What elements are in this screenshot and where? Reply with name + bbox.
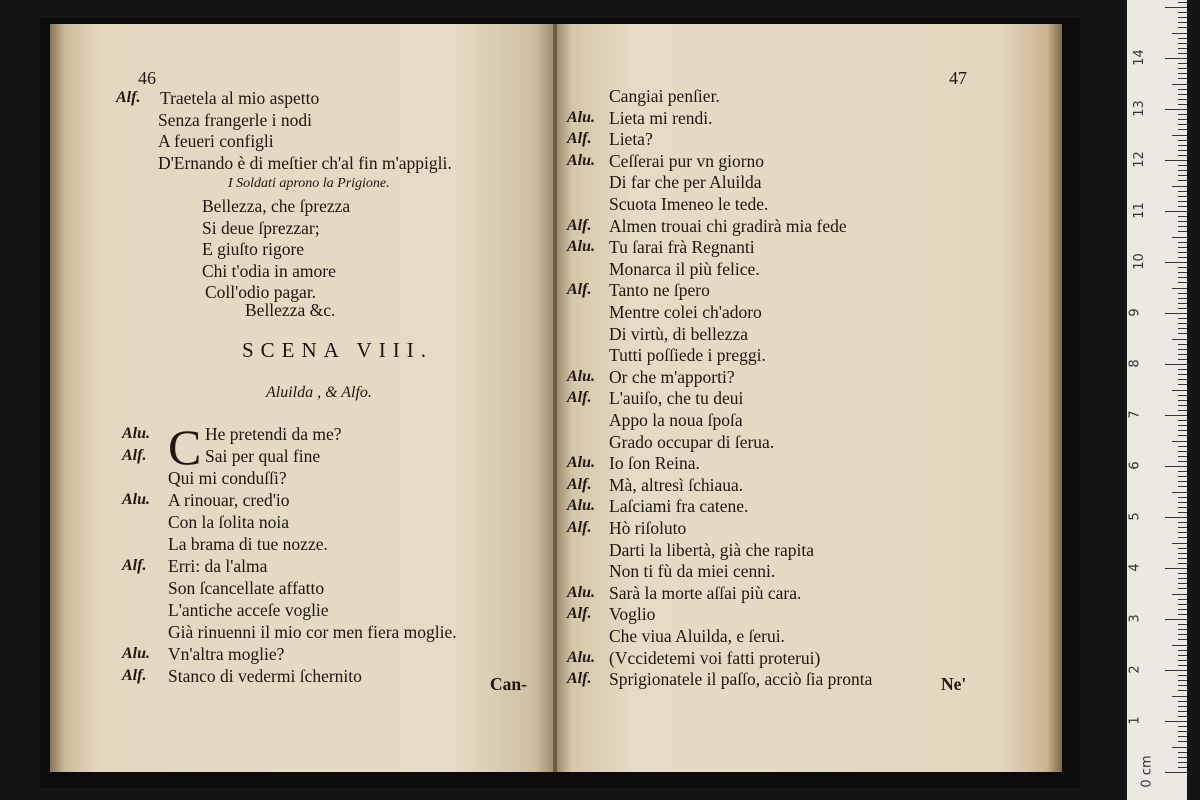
verse-line: Monarca il più felice. (609, 258, 760, 279)
ruler-tick (1178, 573, 1187, 574)
speaker-label: Alu. (567, 108, 596, 126)
ruler-tick (1165, 670, 1187, 671)
measuring-ruler (1127, 0, 1187, 800)
ruler-tick (1178, 124, 1187, 125)
stage-direction: I Soldati aprono la Prigione. (228, 176, 390, 191)
speaker-label: Alf. (567, 519, 592, 536)
speaker-label: Alf. (567, 670, 592, 688)
ruler-tick (1178, 604, 1187, 605)
ruler-tick (1178, 522, 1187, 523)
ruler-tick (1178, 629, 1187, 630)
ruler-tick (1178, 502, 1187, 503)
ruler-tick (1172, 288, 1187, 289)
speaker-label: Alf. (567, 475, 592, 493)
ruler-tick (1178, 333, 1187, 334)
speaker-label: Alu. (122, 425, 151, 442)
ruler-tick (1178, 430, 1187, 431)
ruler-tick (1178, 242, 1187, 243)
ruler-label: 8 (1127, 359, 1143, 368)
verse-line: Laſciami fra catene. (609, 496, 749, 517)
ruler-tick (1178, 175, 1187, 176)
verse-line: L'auiſo, che tu deui (609, 388, 744, 409)
verse-line: He pretendi da me? (205, 424, 342, 444)
ruler-tick (1178, 277, 1187, 278)
ruler-tick (1178, 563, 1187, 564)
ruler-tick (1178, 359, 1187, 360)
ruler-tick (1172, 33, 1187, 34)
scene-heading: SCENA VIII. (242, 338, 433, 362)
ruler-tick (1165, 211, 1187, 212)
ruler-tick (1172, 237, 1187, 238)
speaker-label: Alf. (122, 557, 147, 574)
verse-line: A feueri configli (158, 131, 274, 151)
ruler-tick (1165, 517, 1187, 518)
verse-line: Ceſſerai pur vn giorno (609, 150, 765, 171)
ruler-tick (1178, 650, 1187, 651)
ruler-tick (1178, 374, 1187, 375)
verse-line: Non ti fù da miei cenni. (609, 561, 776, 582)
ruler-tick (1178, 741, 1187, 742)
verse-line: (Vccidetemi voi fatti proterui) (609, 647, 821, 668)
ruler-tick (1178, 369, 1187, 370)
ruler-label: 9 (1127, 308, 1143, 317)
ruler-tick (1178, 716, 1187, 717)
page-number-left: 46 (138, 68, 156, 88)
ruler-tick (1178, 22, 1187, 23)
ruler-tick (1178, 247, 1187, 248)
ruler-tick (1178, 624, 1187, 625)
ruler-label: 2 (1127, 665, 1143, 674)
ruler-tick (1172, 696, 1187, 697)
ruler-tick (1178, 216, 1187, 217)
ruler-tick (1178, 512, 1187, 513)
ruler-tick (1178, 532, 1187, 533)
ruler-label: 10 (1131, 253, 1147, 270)
ruler-tick (1178, 63, 1187, 64)
ruler-label: 5 (1127, 512, 1143, 521)
ruler-tick (1178, 104, 1187, 105)
ruler-tick (1178, 558, 1187, 559)
verse-line: Di far che per Aluilda (609, 172, 762, 193)
speaker-label: Alu. (567, 648, 596, 666)
ruler-tick (1178, 476, 1187, 477)
ruler-tick (1172, 84, 1187, 85)
ruler-tick (1178, 757, 1187, 758)
ruler-label: 14 (1131, 49, 1147, 66)
verse-line: Sprigionatele il paſſo, acciò ſia pronta (609, 669, 873, 690)
ruler-tick (1178, 226, 1187, 227)
ruler-tick (1178, 145, 1187, 146)
ruler-tick (1165, 415, 1187, 416)
catchword-left: Can- (490, 674, 527, 694)
verse-line: D'Ernando è di meſtier ch'al fin m'appigli. (158, 152, 452, 173)
song-line: Coll'odio pagar. (205, 282, 317, 302)
ruler-tick (1165, 109, 1187, 110)
speaker-label: Alu. (567, 367, 596, 385)
ruler-tick (1172, 339, 1187, 340)
ruler-tick (1178, 767, 1187, 768)
ruler-tick (1178, 38, 1187, 39)
ruler-tick (1178, 323, 1187, 324)
ruler-label: 4 (1127, 563, 1143, 572)
speaker-label: Alf. (567, 130, 592, 148)
verse-line: Sai per qual fine (205, 446, 321, 466)
ruler-tick (1178, 675, 1187, 676)
ruler-tick (1178, 685, 1187, 686)
verse-line: Or che m'apporti? (609, 366, 735, 387)
ruler-tick (1178, 48, 1187, 49)
song-line: Chi t'odia in amore (202, 260, 336, 281)
ruler-tick (1178, 461, 1187, 462)
speaker-label: Alf. (567, 216, 592, 234)
ruler-tick (1178, 588, 1187, 589)
speaker-label: Alf. (122, 447, 147, 464)
verse-line: Stanco di vedermi ſchernito (168, 666, 362, 686)
speaker-label: Alu. (122, 645, 151, 662)
ruler-tick (1178, 53, 1187, 54)
ruler-tick (1178, 257, 1187, 258)
ruler-tick (1165, 7, 1187, 8)
ruler-tick (1178, 191, 1187, 192)
ruler-tick (1172, 492, 1187, 493)
verse-line: A rinouar, cred'io (168, 490, 290, 510)
ruler-tick (1178, 456, 1187, 457)
ruler-label: 0 cm (1139, 755, 1155, 788)
ruler-tick (1165, 568, 1187, 569)
speaker-label: Alf. (567, 281, 592, 299)
ruler-tick (1178, 481, 1187, 482)
ruler-tick (1178, 180, 1187, 181)
ruler-tick (1172, 645, 1187, 646)
ruler-tick (1178, 272, 1187, 273)
ruler-tick (1178, 140, 1187, 141)
verse-line: Erri: da l'alma (168, 556, 268, 576)
verse-line: Qui mi conduſſi? (168, 468, 287, 488)
ruler-tick (1178, 583, 1187, 584)
ruler-label: 13 (1131, 100, 1147, 117)
drop-cap: C (168, 419, 202, 475)
verse-line: Almen trouai chi gradirà mia fede (609, 215, 847, 236)
ruler-label: 7 (1127, 410, 1143, 419)
ruler-tick (1178, 2, 1187, 3)
ruler-tick (1178, 446, 1187, 447)
ruler-tick (1178, 354, 1187, 355)
ruler-tick (1165, 619, 1187, 620)
verse-line: Son ſcancellate affatto (168, 578, 325, 598)
ruler-tick (1178, 762, 1187, 763)
ruler-tick (1178, 68, 1187, 69)
verse-line: Lieta mi rendi. (609, 107, 713, 128)
ruler-tick (1178, 548, 1187, 549)
ruler-tick (1178, 507, 1187, 508)
left-page (50, 24, 555, 772)
verse-line: Mentre colei ch'adoro (609, 302, 762, 322)
speaker-label: Alf. (567, 605, 592, 623)
ruler-tick (1178, 497, 1187, 498)
page-number-right: 47 (949, 68, 967, 88)
ruler-label: 1 (1127, 716, 1143, 725)
ruler-tick (1178, 12, 1187, 13)
ruler-label: 11 (1131, 202, 1147, 219)
ruler-tick (1178, 726, 1187, 727)
ruler-tick (1172, 441, 1187, 442)
verse-line: Sarà la morte aſſai più cara. (609, 582, 802, 603)
ruler-tick (1172, 543, 1187, 544)
ruler-tick (1178, 114, 1187, 115)
ruler-tick (1178, 660, 1187, 661)
ruler-tick (1178, 553, 1187, 554)
ruler-tick (1178, 308, 1187, 309)
ruler-tick (1178, 405, 1187, 406)
ruler-tick (1178, 119, 1187, 120)
verse-line: Darti la libertà, già che rapita (609, 539, 815, 560)
verse-line: Di virtù, di bellezza (609, 323, 748, 344)
verse-line: Tu ſarai frà Regnanti (609, 237, 755, 258)
ruler-tick (1178, 27, 1187, 28)
verse-line: Tutti poſſiede i preggi. (609, 345, 766, 366)
ruler-tick (1178, 318, 1187, 319)
ruler-tick (1178, 665, 1187, 666)
ruler-tick (1178, 129, 1187, 130)
ruler-tick (1178, 231, 1187, 232)
ruler-tick (1178, 17, 1187, 18)
ruler-tick (1178, 420, 1187, 421)
speaker-label: Alu. (567, 497, 596, 515)
ruler-tick (1178, 196, 1187, 197)
ruler-tick (1178, 155, 1187, 156)
speaker-label: Alf. (116, 89, 141, 106)
ruler-tick (1178, 690, 1187, 691)
ruler-tick (1178, 328, 1187, 329)
ruler-tick (1178, 267, 1187, 268)
speaker-label: Alf. (567, 389, 592, 407)
ruler-tick (1165, 262, 1187, 263)
ruler-tick (1178, 471, 1187, 472)
ruler-tick (1178, 252, 1187, 253)
ruler-tick (1178, 752, 1187, 753)
speaker-label: Alu. (567, 151, 596, 169)
verse-line: Io ſon Reina. (609, 453, 700, 474)
ruler-tick (1178, 349, 1187, 350)
ruler-tick (1178, 451, 1187, 452)
ruler-tick (1178, 614, 1187, 615)
ruler-tick (1178, 282, 1187, 283)
ruler-tick (1178, 599, 1187, 600)
ruler-tick (1165, 58, 1187, 59)
ruler-tick (1178, 201, 1187, 202)
song-line: Si deue ſprezzar; (202, 217, 320, 238)
verse-line: La brama di tue nozze. (168, 534, 328, 554)
ruler-tick (1172, 186, 1187, 187)
verse-line: Con la ſolita noia (168, 512, 290, 532)
ruler-tick (1165, 364, 1187, 365)
verse-line: Mà, altresì ſchiaua. (609, 474, 744, 495)
scene-characters: Aluilda , & Alfo. (266, 384, 372, 401)
ruler-tick (1178, 410, 1187, 411)
ruler-tick (1178, 150, 1187, 151)
verse-line: Vn'altra moglie? (168, 644, 285, 664)
speaker-label: Alu. (122, 491, 151, 508)
speaker-label: Alf. (122, 667, 147, 684)
verse-line: Voglio (609, 604, 656, 625)
ruler-tick (1178, 731, 1187, 732)
ruler-tick (1178, 400, 1187, 401)
ruler-tick (1178, 578, 1187, 579)
ruler-tick (1178, 43, 1187, 44)
ruler-tick (1172, 390, 1187, 391)
ruler-tick (1165, 721, 1187, 722)
ruler-tick (1178, 73, 1187, 74)
ruler-tick (1172, 747, 1187, 748)
verse-line: Traetela al mio aspetto (160, 88, 320, 108)
ruler-tick (1178, 89, 1187, 90)
ruler-tick (1178, 527, 1187, 528)
speaker-label: Alu. (567, 583, 596, 601)
ruler-tick (1178, 425, 1187, 426)
ruler-tick (1178, 736, 1187, 737)
verse-line: Lieta? (609, 129, 653, 150)
ruler-tick (1178, 206, 1187, 207)
speaker-label: Alu. (567, 238, 596, 256)
ruler-tick (1178, 221, 1187, 222)
ruler-tick (1178, 395, 1187, 396)
ruler-tick (1178, 344, 1187, 345)
catchword-right: Ne' (941, 674, 967, 694)
verse-line: Tanto ne ſpero (609, 280, 710, 301)
verse-line: Senza frangerle i nodi (158, 109, 313, 130)
ruler-tick (1178, 537, 1187, 538)
ruler-tick (1178, 634, 1187, 635)
verse-line: Che viua Aluilda, e ſerui. (609, 626, 785, 646)
verse-line: Scuota Imeneo le tede. (609, 194, 769, 214)
ruler-tick (1172, 135, 1187, 136)
refrain: Bellezza &c. (245, 300, 336, 320)
ruler-tick (1165, 160, 1187, 161)
ruler-tick (1178, 78, 1187, 79)
ruler-tick (1178, 609, 1187, 610)
ruler-tick (1165, 772, 1187, 773)
ruler-tick (1178, 99, 1187, 100)
ruler-tick (1165, 466, 1187, 467)
ruler-label: 6 (1127, 461, 1143, 470)
ruler-tick (1178, 701, 1187, 702)
ruler-tick (1178, 680, 1187, 681)
ruler-tick (1178, 639, 1187, 640)
verse-line: Cangiai penſier. (609, 86, 720, 106)
song-line: Bellezza, che ſprezza (202, 196, 351, 216)
ruler-tick (1178, 379, 1187, 380)
verse-line: Hò riſoluto (609, 518, 687, 538)
verse-line: L'antiche acceſe voglie (168, 600, 329, 620)
ruler-tick (1178, 706, 1187, 707)
ruler-label: 3 (1127, 614, 1143, 623)
speaker-label: Alu. (567, 454, 596, 472)
verse-line: Grado occupar di ſerua. (609, 431, 775, 452)
ruler-tick (1178, 94, 1187, 95)
ruler-tick (1178, 486, 1187, 487)
ruler-tick (1172, 594, 1187, 595)
ruler-tick (1178, 384, 1187, 385)
ruler-tick (1178, 165, 1187, 166)
ruler-tick (1178, 170, 1187, 171)
ruler-tick (1178, 298, 1187, 299)
verse-line: Appo la noua ſpoſa (609, 410, 743, 430)
ruler-tick (1178, 655, 1187, 656)
ruler-tick (1178, 303, 1187, 304)
song-line: E giuſto rigore (202, 239, 305, 259)
ruler-tick (1178, 711, 1187, 712)
verse-line: Già rinuenni il mio cor men fiera moglie. (168, 622, 457, 642)
ruler-label: 12 (1131, 151, 1147, 168)
ruler-tick (1178, 435, 1187, 436)
ruler-tick (1165, 313, 1187, 314)
ruler-tick (1178, 293, 1187, 294)
right-page (557, 24, 1062, 772)
